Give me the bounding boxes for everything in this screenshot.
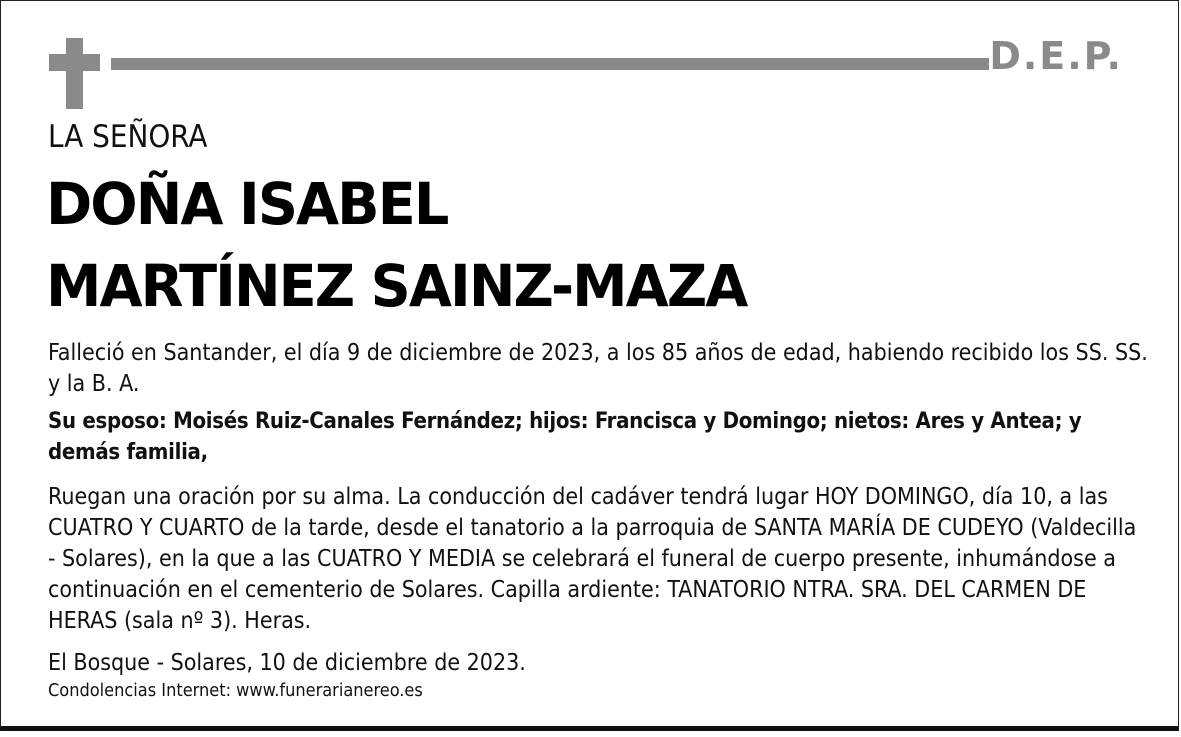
cross-horizontal-bar [49,54,100,71]
dep-label: D.E.P. [989,34,1123,78]
funeral-paragraph: Ruegan una oración por su alma. La conducción del cadáver tendrá lugar HOY DOMINGO, día 10, a las CUATRO Y CUARTO de la tarde, desde el tanatorio a la parroquia de SANTA MARÍA DE CUDEYO (Valdecilla - Solares), en la que a las CUATRO Y MEDIA se celebrará el funeral de cuerpo presente, inhumándose a continuación en el cementerio de Solares. Capilla ardiente: TANATORIO NTRA. SRA. DEL CARMEN DE HERAS (sala nº 3). Heras. [48,484,1137,634]
deceased-name-line2: MARTÍNEZ SAINZ-MAZA [46,252,747,320]
death-paragraph: Falleció en Santander, el día 9 de diciembre de 2023, a los 85 años de edad, habiendo recibido los SS. SS. y la B. A. [48,340,1148,397]
cross-vertical-bar [66,38,83,109]
condolences-line: Condolencias Internet: www.funerarianereo.es [48,680,423,701]
family-paragraph: Su esposo: Moisés Ruiz-Canales Fernández; hijos: Francisca y Domingo; nietos: Ares y Antea; y demás familia, [48,409,1082,465]
header-rule [111,58,989,70]
deceased-name-line1: DOÑA ISABEL [46,170,448,238]
honorific-title: LA SEÑORA [48,119,208,155]
place-date: El Bosque - Solares, 10 de diciembre de 2023. [48,650,526,676]
